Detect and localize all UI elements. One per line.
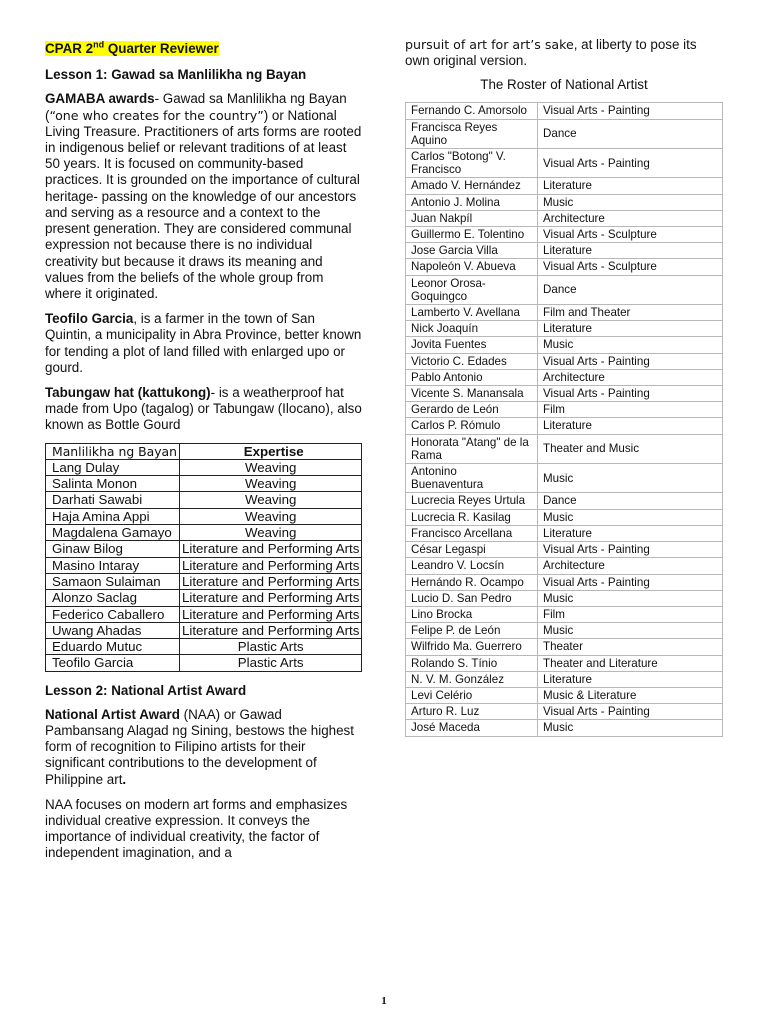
manlilikha-expertise: Literature and Performing Arts — [180, 557, 362, 573]
artist-name: Felipe P. de León — [406, 623, 538, 639]
roster-table-body — [406, 103, 723, 736]
gamaba-table-row — [46, 476, 362, 492]
roster-row — [406, 305, 723, 321]
artist-name: Rolando S. Tínio — [406, 655, 538, 671]
artist-field: Music — [538, 509, 723, 525]
teofilo-paragraph — [45, 311, 363, 376]
artist-name: Napoleón V. Abueva — [406, 259, 538, 275]
artist-field: Literature — [538, 525, 723, 541]
artist-name: Lucrecia R. Kasilag — [406, 509, 538, 525]
artist-field: Film and Theater — [538, 305, 723, 321]
artist-field: Visual Arts - Painting — [538, 704, 723, 720]
artist-name: Antonio J. Molina — [406, 194, 538, 210]
artist-field: Music — [538, 720, 723, 736]
gamaba-table-header — [46, 443, 362, 459]
artist-name: Wilfrido Ma. Guerrero — [406, 639, 538, 655]
manlilikha-expertise: Literature and Performing Arts — [180, 573, 362, 589]
gamaba-term: GAMABA awards — [45, 91, 155, 107]
roster-row — [406, 542, 723, 558]
roster-row — [406, 671, 723, 687]
title-suffix: Quarter Reviewer — [104, 41, 219, 57]
artist-name: Levi Celério — [406, 687, 538, 703]
artist-field: Dance — [538, 493, 723, 509]
gamaba-table-body — [46, 459, 362, 671]
roster-row — [406, 418, 723, 434]
gamaba-paragraph — [45, 91, 363, 302]
manlilikha-name: Teofilo Garcia — [46, 655, 180, 671]
roster-row — [406, 259, 723, 275]
manlilikha-name: Alonzo Saclag — [46, 590, 180, 606]
page-number: 1 — [381, 995, 387, 1007]
artist-field: Film — [538, 606, 723, 622]
header-expertise: Expertise — [180, 443, 362, 459]
title-prefix: CPAR 2 — [45, 41, 94, 57]
artist-field: Architecture — [538, 369, 723, 385]
gamaba-table-row — [46, 655, 362, 671]
artist-name: Pablo Antonio — [406, 369, 538, 385]
manlilikha-expertise: Literature and Performing Arts — [180, 622, 362, 638]
gamaba-table-row — [46, 459, 362, 475]
artist-name: Guillermo E. Tolentino — [406, 227, 538, 243]
manlilikha-expertise: Weaving — [180, 459, 362, 475]
manlilikha-expertise: Literature and Performing Arts — [180, 590, 362, 606]
artist-field: Music — [538, 464, 723, 493]
gamaba-table — [45, 443, 362, 672]
manlilikha-name: Eduardo Mutuc — [46, 639, 180, 655]
roster-row — [406, 402, 723, 418]
manlilikha-name: Haja Amina Appi — [46, 508, 180, 524]
gamaba-table-row — [46, 590, 362, 606]
artist-name: Victorio C. Edades — [406, 353, 538, 369]
manlilikha-name: Salinta Monon — [46, 476, 180, 492]
roster-row — [406, 704, 723, 720]
artist-field: Literature — [538, 321, 723, 337]
artist-field: Visual Arts - Painting — [538, 574, 723, 590]
roster-row — [406, 655, 723, 671]
naa-text: (NAA) or Gawad Pambansang Alagad ng Sining, bestows the highest form of recognition to Filipino artists for their significant contributions to the development of Philippine art — [45, 706, 354, 787]
roster-row — [406, 434, 723, 463]
naa-continuation — [405, 37, 723, 69]
naa-term: National Artist Award — [45, 706, 180, 722]
artist-field: Film — [538, 402, 723, 418]
roster-row — [406, 149, 723, 178]
artist-field: Architecture — [538, 558, 723, 574]
manlilikha-name: Ginaw Bilog — [46, 541, 180, 557]
gamaba-text-1: - Gawad sa Manlilikha ng Bayan ( — [45, 91, 347, 123]
naa-focus-paragraph: NAA focuses on modern art forms and emphasizes individual creative expression. It conveys the importance of individual creativity, the factor of independent imagination, and a — [45, 796, 348, 861]
roster-row — [406, 558, 723, 574]
roster-row — [406, 623, 723, 639]
artist-field: Architecture — [538, 210, 723, 226]
left-column — [45, 37, 363, 862]
roster-row — [406, 687, 723, 703]
gamaba-table-row — [46, 508, 362, 524]
tabungaw-paragraph — [45, 385, 363, 434]
artist-field: Music — [538, 194, 723, 210]
roster-row — [406, 210, 723, 226]
artist-name: Lino Brocka — [406, 606, 538, 622]
roster-row — [406, 574, 723, 590]
right-column — [405, 37, 723, 737]
roster-row — [406, 178, 723, 194]
artist-field: Literature — [538, 671, 723, 687]
artist-field: Theater — [538, 639, 723, 655]
gamaba-table-row — [46, 606, 362, 622]
artist-field: Music — [538, 623, 723, 639]
artist-name: Hernándo R. Ocampo — [406, 574, 538, 590]
gamaba-table-row — [46, 622, 362, 638]
gamaba-text-2: ) or National Living Treasure. Practitioners of arts forms are rooted in indigenous belief or relevant traditions of at least 50 years. It is focused on community-based practices. It is grounded on the importance of cultural heritage- passing on the knowledge of our ancestors and serving as a resource and a context to the present generation. They are considered communal expression not because there is no individual creativity but because it draws its meaning and values from the beliefs of the whole group from where it originated. — [45, 107, 362, 301]
artist-name: Honorata "Atang" de la Rama — [406, 434, 538, 463]
artist-name: Gerardo de León — [406, 402, 538, 418]
roster-row — [406, 464, 723, 493]
artist-field: Music & Literature — [538, 687, 723, 703]
artist-name: Leonor Orosa-Goquingco — [406, 275, 538, 304]
artist-name: Jovita Fuentes — [406, 337, 538, 353]
roster-row — [406, 720, 723, 736]
artist-field: Visual Arts - Painting — [538, 149, 723, 178]
teofilo-term: Teofilo Garcia — [45, 311, 134, 327]
manlilikha-name: Lang Dulay — [46, 459, 180, 475]
header-manlilikha: Manlilikha ng Bayan — [46, 443, 180, 459]
continuation-text: , at liberty to pose its own original version. — [405, 37, 697, 69]
artist-name: Vicente S. Manansala — [406, 386, 538, 402]
artist-name: Carlos P. Rómulo — [406, 418, 538, 434]
manlilikha-expertise: Weaving — [180, 525, 362, 541]
artist-name: Juan Nakpíl — [406, 210, 538, 226]
art-for-arts-sake: pursuit of art for art’s sake — [405, 37, 574, 52]
artist-field: Literature — [538, 178, 723, 194]
artist-name: Amado V. Hernández — [406, 178, 538, 194]
manlilikha-name: Masino Intaray — [46, 557, 180, 573]
artist-field: Visual Arts - Painting — [538, 542, 723, 558]
title-highlight — [45, 41, 219, 56]
roster-row — [406, 103, 723, 119]
artist-field: Music — [538, 590, 723, 606]
roster-row — [406, 525, 723, 541]
roster-row — [406, 243, 723, 259]
artist-name: Leandro V. Locsín — [406, 558, 538, 574]
title-superscript: nd — [93, 40, 105, 50]
manlilikha-name: Uwang Ahadas — [46, 622, 180, 638]
artist-name: Lucio D. San Pedro — [406, 590, 538, 606]
roster-title: The Roster of National Artist — [480, 77, 648, 93]
teofilo-text: , is a farmer in the town of San Quintin, a municipality in Abra Province, better known for tending a plot of land filled with enlarged upo or gourd. — [45, 311, 362, 375]
artist-name: Carlos "Botong" V. Francisco — [406, 149, 538, 178]
artist-field: Visual Arts - Sculpture — [538, 227, 723, 243]
artist-field: Visual Arts - Painting — [538, 353, 723, 369]
artist-name: Lucrecia Reyes Urtula — [406, 493, 538, 509]
gamaba-table-row — [46, 639, 362, 655]
manlilikha-expertise: Literature and Performing Arts — [180, 541, 362, 557]
roster-table — [405, 102, 723, 736]
naa-paragraph — [45, 707, 363, 788]
roster-row — [406, 386, 723, 402]
roster-row — [406, 321, 723, 337]
manlilikha-expertise: Weaving — [180, 492, 362, 508]
roster-row — [406, 337, 723, 353]
artist-name: Francisco Arcellana — [406, 525, 538, 541]
manlilikha-expertise: Plastic Arts — [180, 655, 362, 671]
roster-row — [406, 369, 723, 385]
artist-field: Visual Arts - Painting — [538, 386, 723, 402]
manlilikha-name: Federico Caballero — [46, 606, 180, 622]
roster-row — [406, 590, 723, 606]
artist-name: Jose Garcia Villa — [406, 243, 538, 259]
roster-row — [406, 119, 723, 148]
manlilikha-name: Darhati Sawabi — [46, 492, 180, 508]
roster-row — [406, 606, 723, 622]
artist-name: N. V. M. González — [406, 671, 538, 687]
roster-row — [406, 353, 723, 369]
gamaba-quote: “one who creates for the country” — [49, 107, 264, 123]
manlilikha-expertise: Weaving — [180, 508, 362, 524]
artist-name: César Legaspi — [406, 542, 538, 558]
gamaba-table-row — [46, 525, 362, 541]
gamaba-table-row — [46, 492, 362, 508]
lesson-2-heading: Lesson 2: National Artist Award — [45, 682, 247, 698]
artist-field: Theater and Literature — [538, 655, 723, 671]
artist-name: Antonino Buenaventura — [406, 464, 538, 493]
artist-name: Lamberto V. Avellana — [406, 305, 538, 321]
lesson-1-heading: Lesson 1: Gawad sa Manlilikha ng Bayan — [45, 67, 307, 83]
tabungaw-text: - is a weatherproof hat made from Upo (tagalog) or Tabungaw (Ilocano), also known as Bottle Gourd — [45, 384, 362, 433]
artist-field: Dance — [538, 275, 723, 304]
artist-field: Music — [538, 337, 723, 353]
artist-name: José Maceda — [406, 720, 538, 736]
roster-row — [406, 493, 723, 509]
gamaba-table-row — [46, 557, 362, 573]
roster-row — [406, 639, 723, 655]
manlilikha-expertise: Literature and Performing Arts — [180, 606, 362, 622]
artist-name: Fernando C. Amorsolo — [406, 103, 538, 119]
document-title — [45, 37, 363, 57]
artist-name: Nick Joaquín — [406, 321, 538, 337]
tabungaw-term: Tabungaw hat (kattukong) — [45, 384, 211, 400]
artist-field: Literature — [538, 418, 723, 434]
artist-field: Theater and Music — [538, 434, 723, 463]
naa-period: . — [122, 771, 127, 787]
roster-row — [406, 227, 723, 243]
artist-name: Francisca Reyes Aquino — [406, 119, 538, 148]
manlilikha-expertise: Plastic Arts — [180, 639, 362, 655]
artist-field: Dance — [538, 119, 723, 148]
manlilikha-name: Samaon Sulaiman — [46, 573, 180, 589]
artist-field: Visual Arts - Painting — [538, 103, 723, 119]
manlilikha-name: Magdalena Gamayo — [46, 525, 180, 541]
gamaba-table-row — [46, 573, 362, 589]
roster-row — [406, 509, 723, 525]
gamaba-table-row — [46, 541, 362, 557]
artist-field: Literature — [538, 243, 723, 259]
artist-name: Arturo R. Luz — [406, 704, 538, 720]
manlilikha-expertise: Weaving — [180, 476, 362, 492]
roster-row — [406, 194, 723, 210]
artist-field: Visual Arts - Sculpture — [538, 259, 723, 275]
roster-row — [406, 275, 723, 304]
